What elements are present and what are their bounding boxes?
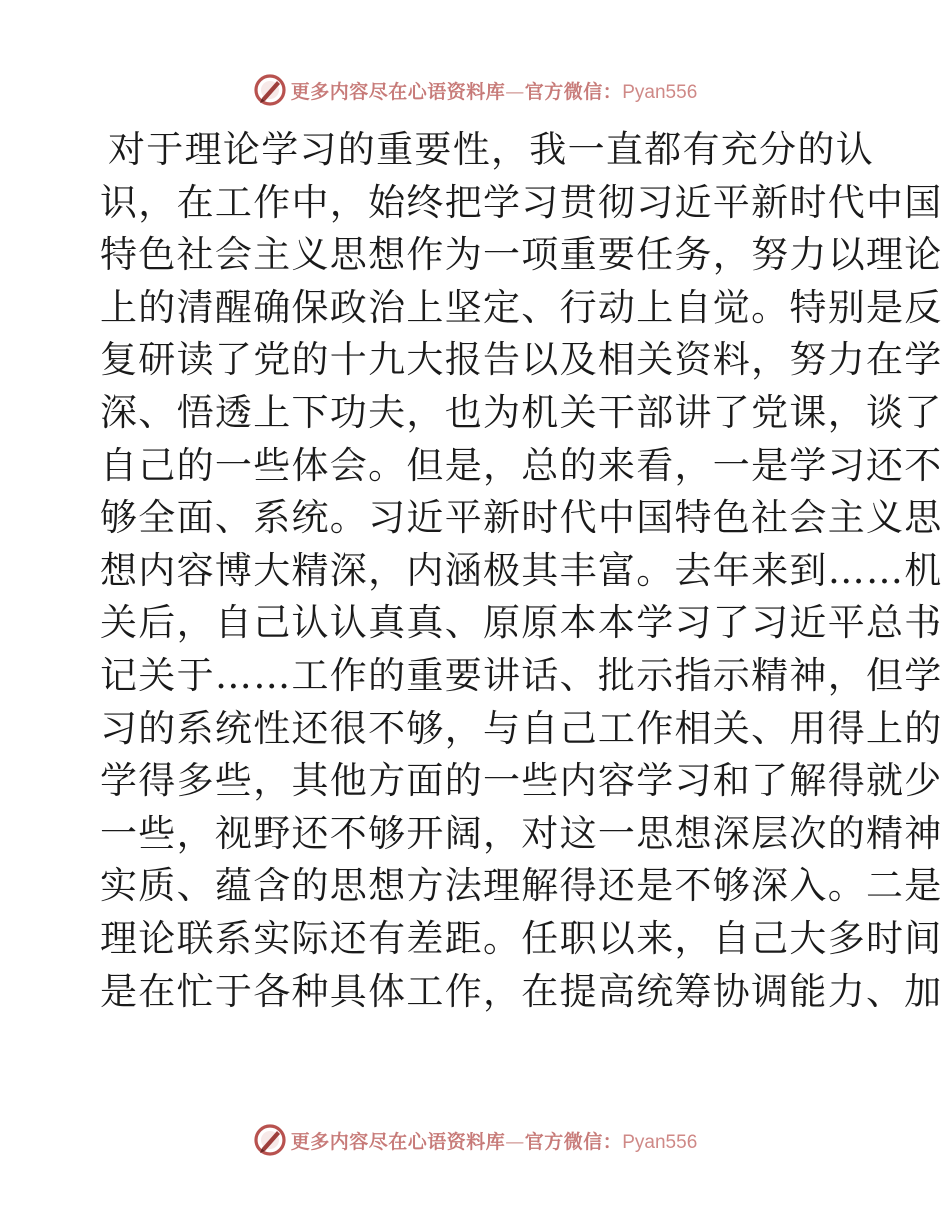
footer-watermark-banner xyxy=(0,1120,950,1160)
header-banner-separator: — xyxy=(505,80,525,103)
body-line: 记关于……工作的重要讲话、批示指示精神，但学 xyxy=(100,653,943,697)
body-line: 对于理论学习的重要性，我一直都有充分的认 xyxy=(108,128,874,171)
body-line: 深、悟透上下功夫，也为机关干部讲了党课，谈了 xyxy=(100,390,943,434)
body-line: 是在忙于各种具体工作，在提高统筹协调能力、加 xyxy=(100,969,943,1013)
body-line: 习的系统性还很不够，与自己工作相关、用得上的 xyxy=(100,706,943,750)
body-line: 复研读了党的十九大报告以及相关资料，努力在学 xyxy=(100,338,943,382)
body-line: 想内容博大精深，内涵极其丰富。去年来到……机 xyxy=(100,548,943,592)
body-line: 关后，自己认认真真、原原本本学习了习近平总书 xyxy=(100,601,943,645)
header-watermark-banner xyxy=(0,70,950,110)
body-line: 自己的一些体会。但是，总的来看，一是学习还不 xyxy=(100,443,943,487)
pen-logo-icon xyxy=(253,73,287,107)
body-line: 一些，视野还不够开阔，对这一思想深层次的精神 xyxy=(100,811,943,855)
footer-banner-account: Pyan556 xyxy=(622,1131,698,1153)
body-line: 理论联系实际还有差距。任职以来，自己大多时间 xyxy=(100,916,943,960)
body-line: 上的清醒确保政治上坚定、行动上自觉。特别是反 xyxy=(100,285,943,329)
footer-banner-separator: — xyxy=(505,1130,525,1153)
body-line: 实质、蕴含的思想方法理解得还是不够深入。二是 xyxy=(100,864,943,908)
footer-banner-title: 更多内容尽在心语资料库 xyxy=(290,1130,506,1153)
pen-logo-icon xyxy=(253,1123,287,1157)
footer-banner-text xyxy=(291,1127,698,1154)
header-banner-title: 更多内容尽在心语资料库 xyxy=(290,80,506,103)
header-banner-account: Pyan556 xyxy=(622,81,698,103)
body-line: 学得多些，其他方面的一些内容学习和了解得就少 xyxy=(100,759,943,803)
body-line: 够全面、系统。习近平新时代中国特色社会主义思 xyxy=(100,496,943,540)
body-line: 识，在工作中，始终把学习贯彻习近平新时代中国 xyxy=(100,180,943,224)
header-banner-label: 官方微信： xyxy=(524,80,623,103)
body-line: 特色社会主义思想作为一项重要任务，努力以理论 xyxy=(100,233,943,277)
footer-banner-label: 官方微信： xyxy=(524,1130,623,1153)
body-paragraph xyxy=(100,124,943,1018)
header-banner-text xyxy=(291,77,698,104)
